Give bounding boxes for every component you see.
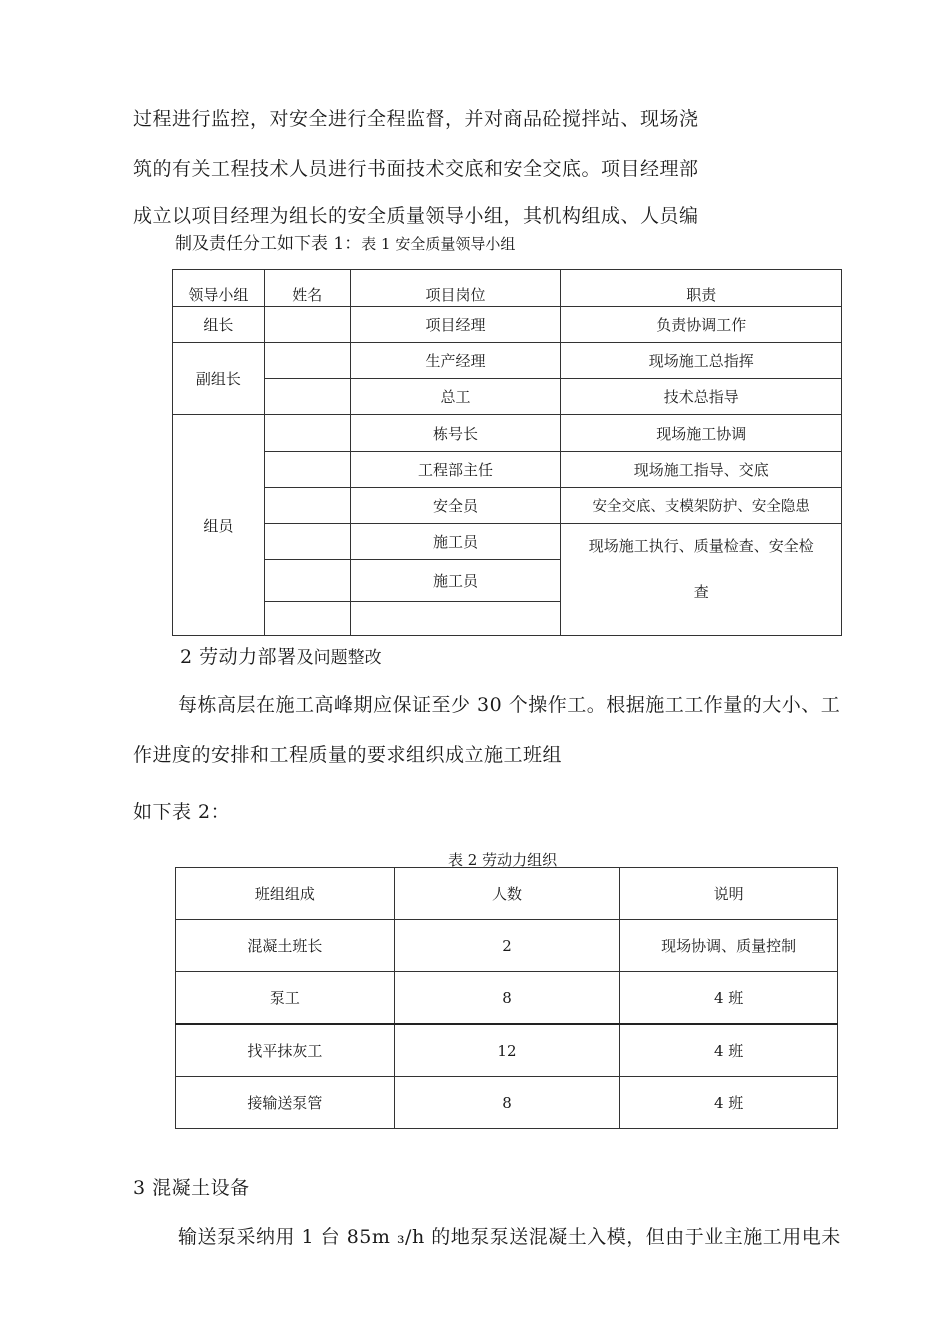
header-cell: 领导小组 bbox=[173, 270, 265, 307]
name-cell bbox=[264, 343, 350, 379]
name-cell bbox=[264, 488, 350, 524]
paragraph-text: 制及责任分工如下表 1： bbox=[175, 234, 362, 254]
count-cell: 12 bbox=[394, 1024, 620, 1077]
duty-cell: 技术总指导 bbox=[561, 379, 842, 415]
group-cell: 组员 bbox=[173, 415, 265, 636]
note-cell: 4 班 bbox=[620, 1077, 838, 1129]
group-cell: 副组长 bbox=[173, 343, 265, 415]
duty-cell: 现场施工总指挥 bbox=[561, 343, 842, 379]
section-heading: 3 混凝土设备 bbox=[133, 1177, 250, 1199]
note-cell: 现场协调、质量控制 bbox=[620, 920, 838, 972]
team-cell: 接输送泵管 bbox=[176, 1077, 395, 1129]
name-cell bbox=[264, 524, 350, 560]
header-cell: 职责 bbox=[561, 270, 842, 307]
duty-cell: 安全交底、支模架防护、安全隐患 bbox=[561, 488, 842, 524]
post-cell: 施工员 bbox=[350, 524, 561, 560]
post-cell: 项目经理 bbox=[350, 307, 561, 343]
post-cell: 工程部主任 bbox=[350, 452, 561, 488]
paragraph-line: 每栋高层在施工高峰期应保证至少 30 个操作工。根据施工工作量的大小、工 bbox=[178, 694, 841, 716]
labor-table bbox=[175, 867, 838, 1129]
header-cell: 说明 bbox=[620, 868, 838, 920]
leadership-table bbox=[172, 269, 842, 636]
header-cell: 姓名 bbox=[264, 270, 350, 307]
team-cell: 泵工 bbox=[176, 972, 395, 1025]
post-cell: 总工 bbox=[350, 379, 561, 415]
table1-caption: 表 1 安全质量领导小组 bbox=[361, 235, 516, 253]
count-cell: 8 bbox=[394, 1077, 620, 1129]
name-cell bbox=[264, 379, 350, 415]
duty-line: 查 bbox=[693, 583, 709, 601]
team-cell: 找平抹灰工 bbox=[176, 1024, 395, 1077]
table1-intro bbox=[175, 229, 515, 254]
post-cell: 施工员 bbox=[350, 560, 561, 602]
note-cell: 4 班 bbox=[620, 1024, 838, 1077]
header-cell: 人数 bbox=[394, 868, 620, 920]
post-cell: 栋号长 bbox=[350, 415, 561, 452]
header-cell: 班组组成 bbox=[176, 868, 395, 920]
heading-text: 2 劳动力部署 bbox=[180, 646, 297, 668]
group-cell: 组长 bbox=[173, 307, 265, 343]
duty-cell: 现场施工协调 bbox=[561, 415, 842, 452]
duty-cell: 负责协调工作 bbox=[561, 307, 842, 343]
paragraph-line: 作进度的安排和工程质量的要求组织成立施工班组 bbox=[133, 744, 563, 766]
duty-line: 现场施工执行、质量检查、安全检 bbox=[588, 537, 814, 555]
note-cell: 4 班 bbox=[620, 972, 838, 1025]
name-cell bbox=[264, 307, 350, 343]
table2-caption: 表 2 劳动力组织 bbox=[448, 851, 558, 869]
duty-cell bbox=[561, 524, 842, 636]
team-cell: 混凝土班长 bbox=[176, 920, 395, 972]
post-cell: 生产经理 bbox=[350, 343, 561, 379]
post-cell bbox=[350, 602, 561, 636]
paragraph-line: 筑的有关工程技术人员进行书面技术交底和安全交底。项目经理部 bbox=[133, 158, 699, 180]
heading-text: 及问题整改 bbox=[296, 648, 382, 668]
duty-cell: 现场施工指导、交底 bbox=[561, 452, 842, 488]
paragraph-line: 过程进行监控，对安全进行全程监督，并对商品砼搅拌站、现场浇 bbox=[133, 108, 699, 130]
post-cell: 安全员 bbox=[350, 488, 561, 524]
paragraph-line: 成立以项目经理为组长的安全质量领导小组，其机构组成、人员编 bbox=[133, 205, 699, 227]
name-cell bbox=[264, 415, 350, 452]
header-cell: 项目岗位 bbox=[350, 270, 561, 307]
section-heading bbox=[180, 642, 382, 669]
name-cell bbox=[264, 560, 350, 602]
paragraph-line: 输送泵采纳用 1 台 85m ₃/h 的地泵泵送混凝土入模，但由于业主施工用电未 bbox=[178, 1226, 841, 1248]
count-cell: 8 bbox=[394, 972, 620, 1025]
paragraph-line: 如下表 2： bbox=[133, 801, 231, 823]
count-cell: 2 bbox=[394, 920, 620, 972]
name-cell bbox=[264, 452, 350, 488]
name-cell bbox=[264, 602, 350, 636]
